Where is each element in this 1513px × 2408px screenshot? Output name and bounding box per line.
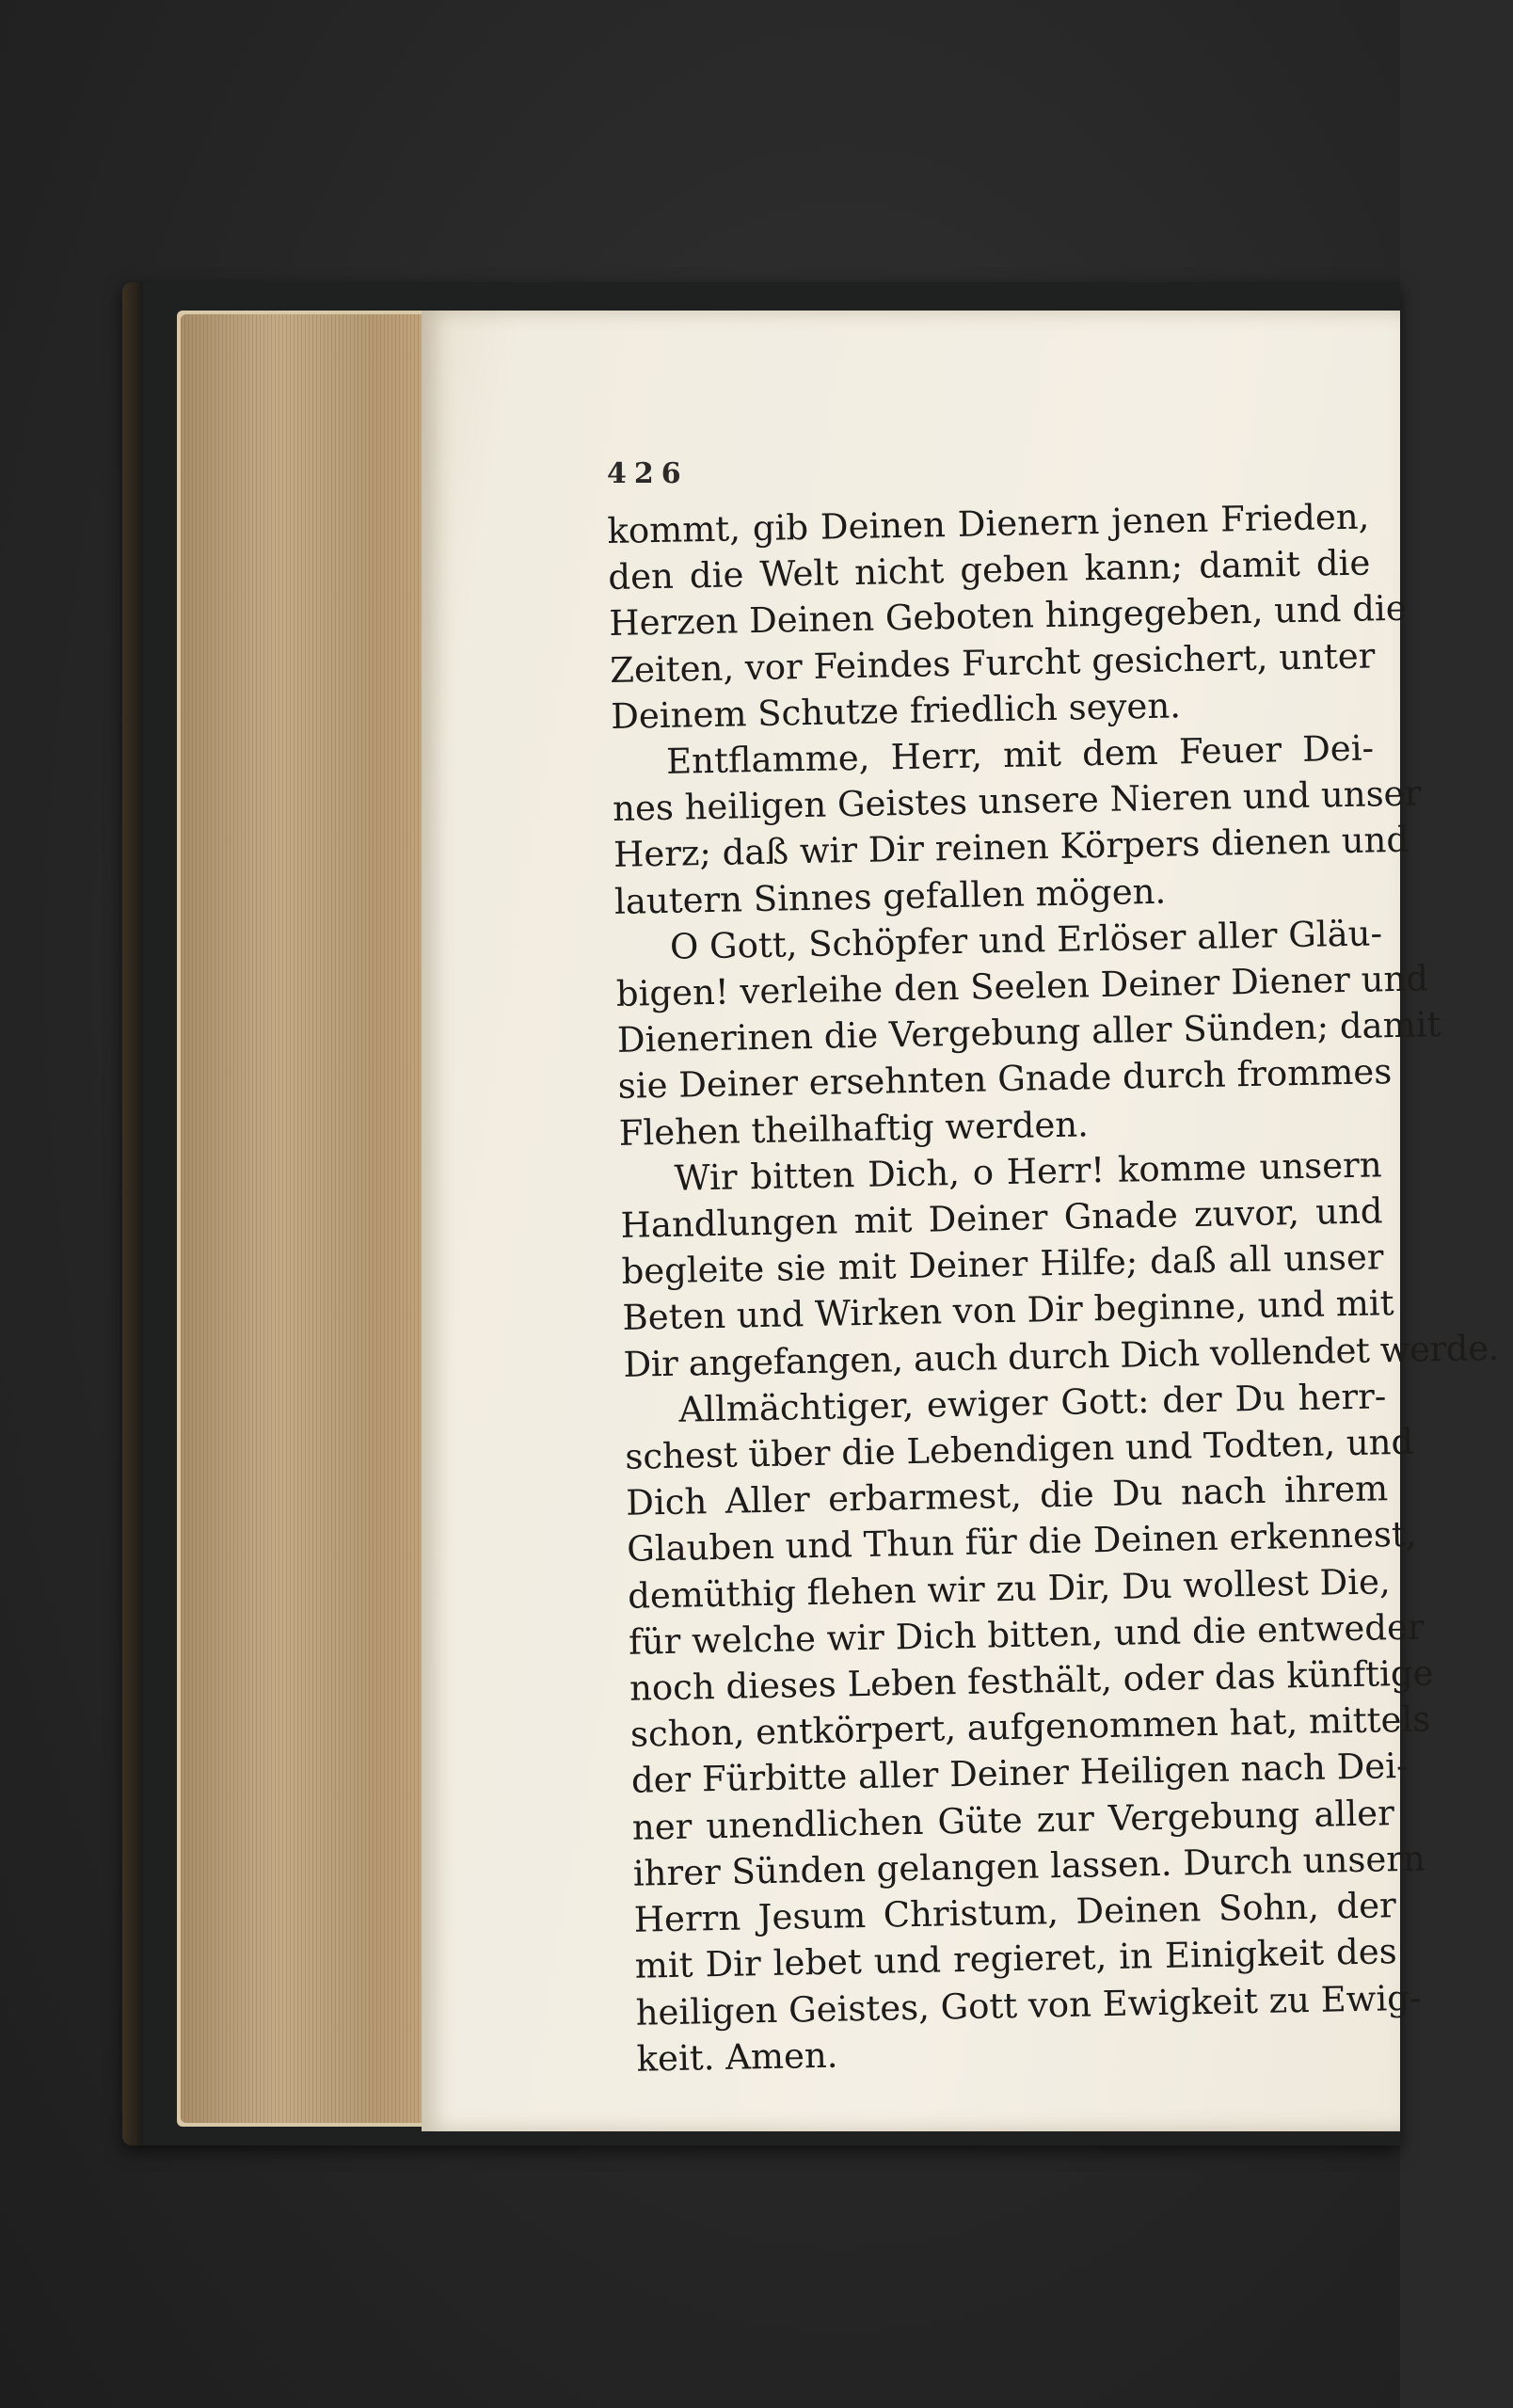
- text-line: Glauben und Thun für die Deinen erkennest,: [626, 1514, 1417, 1571]
- text-line: Allmächtiger, ewiger Gott: der Du herr-: [677, 1376, 1387, 1430]
- text-line: der Fürbitte aller Deiner Heiligen nach Dei-: [630, 1746, 1409, 1802]
- text-line: Entflamme, Herr, mit dem Feuer Dei-: [665, 727, 1375, 782]
- text-line: heiligen Geistes, Gott von Ewigkeit zu Ewig-: [635, 1977, 1422, 2033]
- book-spine-edge: [122, 282, 143, 2145]
- text-line: den die Welt nicht geben kann; damit die: [608, 542, 1371, 598]
- text-line: begleite sie mit Deiner Hilfe; daß all unser: [621, 1236, 1384, 1293]
- text-line: ihrer Sünden gelangen lassen. Durch unsern: [632, 1838, 1426, 1894]
- text-line: für welche wir Dich bitten, und die entweder: [628, 1606, 1425, 1663]
- page-number: 426: [607, 457, 689, 490]
- text-line: keit. Amen.: [636, 2034, 838, 2080]
- text-line: O Gott, Schöpfer und Erlöser aller Gläu-: [669, 913, 1383, 967]
- text-line: schon, entkörpert, aufgenommen hat, mittels: [629, 1698, 1431, 1756]
- text-line: demüthig flehen wir zu Dir, Du wollest Die,: [627, 1560, 1392, 1617]
- text-line: nes heiligen Geistes unsere Nieren und unser: [612, 773, 1422, 830]
- text-line: Deinem Schutze friedlich seyen.: [610, 685, 1182, 737]
- text-line: ner unendlichen Güte zur Vergebung aller: [631, 1792, 1395, 1848]
- text-line: mit Dir lebet und regieret, in Einigkeit des: [634, 1931, 1398, 1987]
- text-line: Herrn Jesum Christum, Deinen Sohn, der: [633, 1885, 1397, 1940]
- text-line: Wir bitten Dich, o Herr! komme unsern: [674, 1144, 1382, 1199]
- text-line: schest über die Lebendigen und Todten, und: [624, 1421, 1414, 1477]
- page-edges: [181, 314, 454, 2123]
- text-line: Herz; daß wir Dir reinen Körpers dienen und: [613, 820, 1409, 876]
- text-line: Handlungen mit Deiner Gnade zuvor, und: [620, 1190, 1383, 1246]
- text-line: noch dieses Leben festhält, oder das künftige: [629, 1652, 1434, 1709]
- text-line: sie Deiner ersehnten Gnade durch frommes: [617, 1051, 1393, 1108]
- text-line: Dienerinen die Vergebung aller Sünden; damit: [616, 1004, 1441, 1061]
- text-line: lautern Sinnes gefallen mögen.: [613, 870, 1167, 922]
- text-line: Flehen theilhaftig werden.: [618, 1103, 1090, 1154]
- text-line: kommt, gib Deinen Dienern jenen Frieden,: [607, 496, 1370, 551]
- text-line: Dir angefangen, auch durch Dich vollendet werde.: [623, 1327, 1500, 1385]
- page-text: [607, 493, 1500, 2081]
- text-line: Dich Aller erbarmest, die Du nach ihrem: [625, 1468, 1389, 1524]
- text-line: Zeiten, vor Feindes Furcht gesichert, unter: [609, 634, 1376, 691]
- text-line: bigen! verleihe den Seelen Deiner Diener und: [615, 958, 1429, 1014]
- text-line: Herzen Deinen Geboten hingegeben, und die: [608, 588, 1408, 645]
- text-line: Beten und Wirken von Dir beginne, und mit: [622, 1283, 1394, 1339]
